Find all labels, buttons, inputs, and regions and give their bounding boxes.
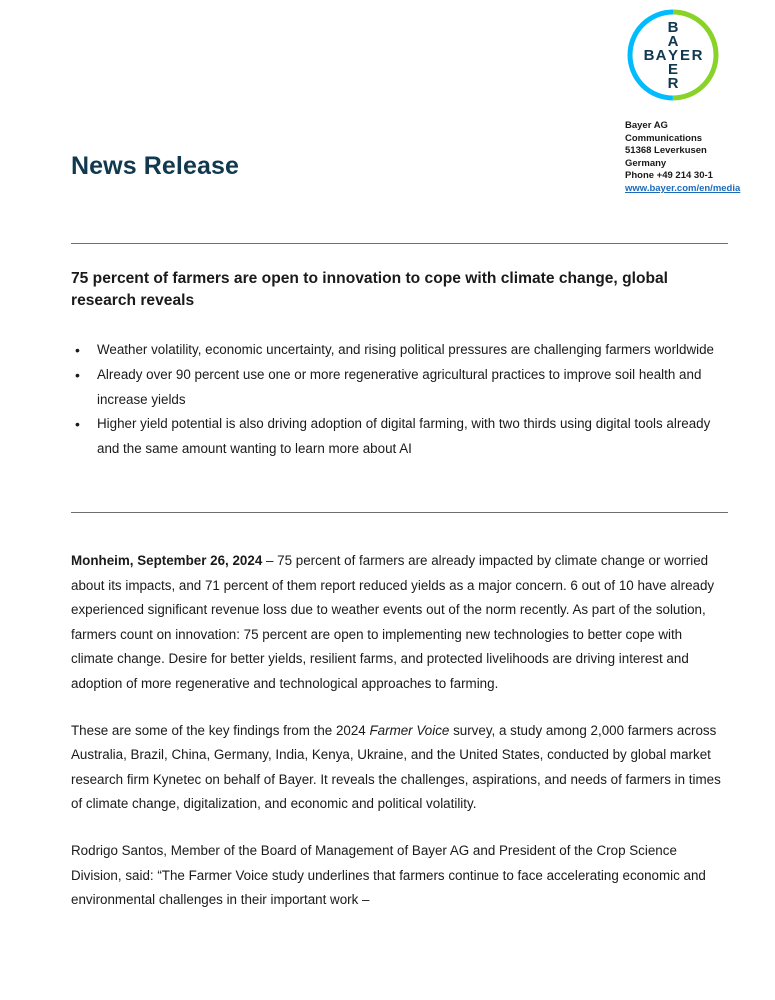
divider-bottom <box>71 512 728 513</box>
list-item-text: Already over 90 percent use one or more regenerative agricultural practices to improve soil health and increase yields <box>97 366 702 407</box>
paragraph-quote: Rodrigo Santos, Member of the Board of Management of Bayer AG and President of the Crop Science Division, said: “The Farmer Voice study underlines that farmers continue to face accelerating economic and environmental challenges in their important work – <box>71 842 706 908</box>
svg-text:A: A <box>655 47 667 64</box>
bullet-icon: • <box>75 342 80 358</box>
svg-text:Y: Y <box>667 47 679 64</box>
company-address-block <box>625 120 770 196</box>
article-body <box>71 549 726 913</box>
address-line-country: Germany <box>625 157 667 169</box>
paragraph-survey-part1: These are some of the key findings from the 2024 <box>71 722 370 738</box>
list-item-text: Higher yield potential is also driving adoption of digital farming, with two thirds using digital tools already and the same amount wanting to learn more about AI <box>97 416 711 457</box>
address-line-postal: 51368 Leverkusen <box>625 145 707 157</box>
svg-text:R: R <box>667 75 679 92</box>
paragraph-lead <box>71 549 726 697</box>
media-website-link[interactable]: www.bayer.com/en/media <box>625 182 741 194</box>
paragraph-survey <box>71 719 726 817</box>
document-type-title: News Release <box>71 152 239 180</box>
address-line-company: Bayer AG <box>625 120 668 131</box>
svg-text:E: E <box>667 61 679 78</box>
key-points-list <box>71 338 731 462</box>
divider-top <box>71 243 728 244</box>
study-name: Farmer Voice <box>369 722 450 738</box>
list-item-text: Weather volatility, economic uncertainty, and rising political pressures are challenging farmers worldwide <box>97 342 714 357</box>
svg-text:B: B <box>643 47 655 64</box>
dateline: Monheim, September 26, 2024 <box>71 553 263 568</box>
svg-text:R: R <box>691 47 703 64</box>
address-line-phone: Phone +49 214 30-1 <box>625 170 713 182</box>
list-item <box>71 363 731 413</box>
bayer-cross-logo-icon <box>619 8 727 108</box>
paragraph-lead-text: – 75 percent of farmers are already impacted by climate change or worried about its impacts, and 71 percent of them report reduced yields as a major concern. 6 out of 10 have already experienced significant revenue loss due to weather events out of the norm recently. As part of the solution, farmers count on innovation: 75 percent are open to implementing new technologies to better cope with climate change. Desire for better yields, resilient farms, and protected livelihoods are driving interest and adoption of more regenerative and technological approaches to farming. <box>71 553 715 691</box>
address-line-department: Communications <box>625 132 703 144</box>
list-item <box>71 338 731 363</box>
headline: 75 percent of farmers are open to innovation to cope with climate change, global research reveals <box>71 270 669 309</box>
svg-text:A: A <box>667 33 679 50</box>
svg-text:B: B <box>667 19 679 36</box>
bullet-icon: • <box>75 416 80 433</box>
bullet-icon: • <box>75 366 80 383</box>
list-item <box>71 412 731 462</box>
svg-text:E: E <box>679 47 691 64</box>
paragraph-survey-part2: survey, a study among 2,000 farmers across Australia, Brazil, China, Germany, India, Kenya, Ukraine, and the United States, conducted by global market research firm Kynetec on behalf of Bayer. It reveals the challenges, aspirations, and needs of farmers in times of climate change, digitalization, and economic and political volatility. <box>71 722 721 812</box>
bayer-logo <box>619 8 727 108</box>
